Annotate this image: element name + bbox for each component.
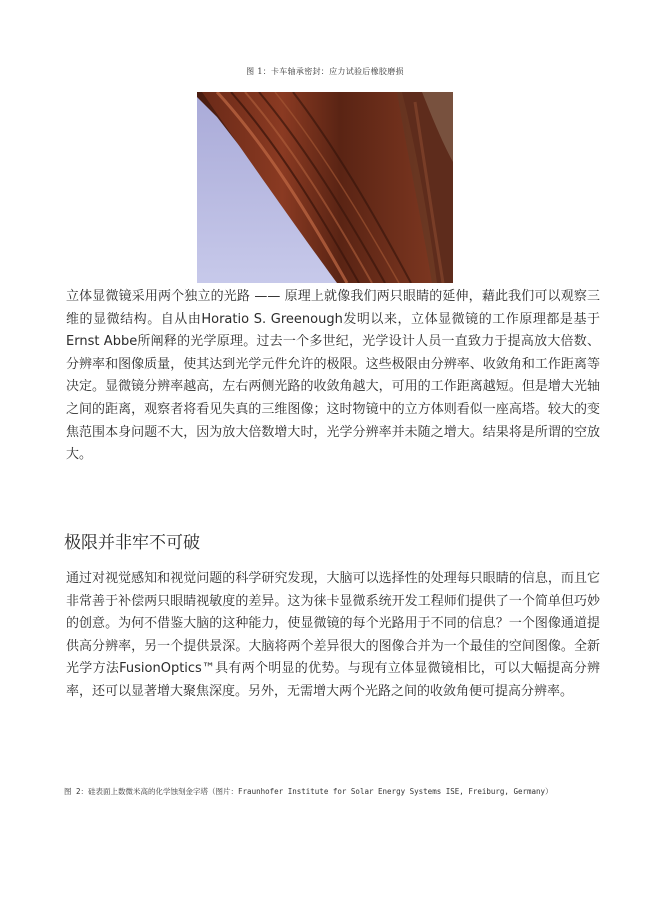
figure-1-image xyxy=(197,92,453,283)
section-heading: 极限并非牢不可破 xyxy=(64,533,200,553)
figure-1-caption: 图 1：卡车轴承密封：应力试验后橡胶磨损 xyxy=(246,67,404,76)
paragraph-stereo-microscope: 立体显微镜采用两个独立的光路 —— 原理上就像我们两只眼睛的延伸，藉此我们可以观察三维的显微结构。自从由Horatio S. Greenough发明以来，立体显微镜的工作原理都是基于Ernst Abbe所阐释的光学原理。过去一个多世纪，光学设计人员一直致力于提高放大倍数、分辨率和图像质量，使其达到光学元件允许的极限。这些极限由分辨率、收敛角和工作距离等决定。显微镜分辨率越高，左右两侧光路的收敛角越大，可用的工作距离越短。但是增大光轴之间的距离，观察者将看见失真的三维图像；这时物镜中的立方体则看似一座高塔。较大的变焦范围本身问题不大，因为放大倍数增大时，光学分辨率并未随之增大。结果将是所谓的空放大。 xyxy=(66,289,600,463)
paragraph-fusion-optics: 通过对视觉感知和视觉问题的科学研究发现，大脑可以选择性的处理每只眼睛的信息，而且它非常善于补偿两只眼睛视敏度的差异。这为徕卡显微系统开发工程师们提供了一个简单但巧妙的创意。为何不借鉴大脑的这种能力，使显微镜的每个光路用于不同的信息？一个图像通道提供高分辨率，另一个提供景深。大脑将两个差异很大的图像合并为一个最佳的空间图像。全新光学方法FusionOptics™具有两个明显的优势。与现有立体显微镜相比，可以大幅提高分辨率，还可以显著增大聚焦深度。另外，无需增大两个光路之间的收敛角便可提高分辨率。 xyxy=(66,571,600,699)
figure-2-caption: 图 2：硅表面上数微米高的化学蚀刻金字塔（图片：Fraunhofer Institute for Solar Energy Systems ISE, Freiburg, Germany） xyxy=(64,787,553,796)
